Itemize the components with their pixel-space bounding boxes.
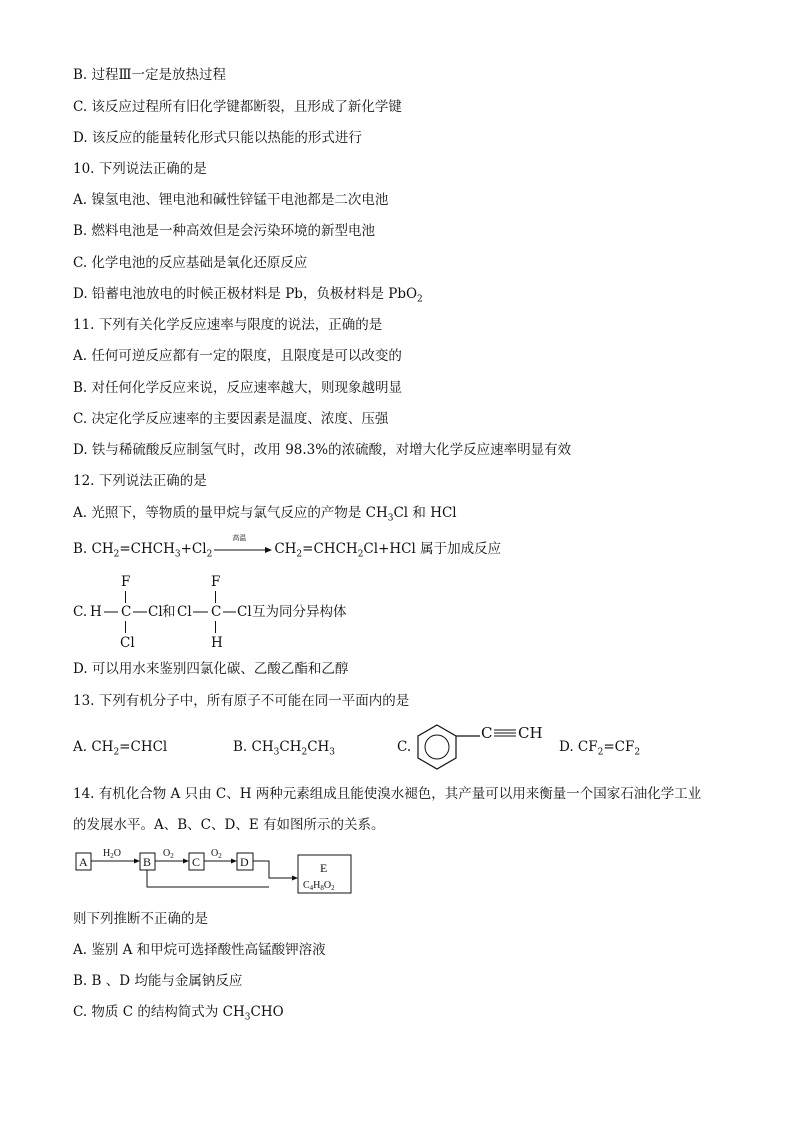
q12-option-d: D. 可以用水来鉴别四氯化碳、乙酸乙酯和乙醇 <box>73 661 349 677</box>
mol2-bottom-atom: H <box>211 635 223 651</box>
and-text: 和 <box>162 604 176 620</box>
formula-e: $C_4H_8O_2$ <box>303 880 335 892</box>
q12-option-c-label: C. <box>73 604 88 620</box>
q10-stem: 10. 下列说法正确的是 <box>73 161 207 177</box>
q13-option-a: A. $CH_2=CHCl$ <box>73 739 168 758</box>
q14-lead: 则下列推断不正确的是 <box>73 911 208 927</box>
q9-option-d: D. 该反应的能量转化形式只能以热能的形式进行 <box>73 130 362 146</box>
mol2-right-atom: Cl <box>237 604 252 620</box>
mol1-top-atom: F <box>121 574 131 590</box>
q11-stem: 11. 下列有关化学反应速率与限度的说法，正确的是 <box>73 317 383 333</box>
label-d: D <box>240 855 249 869</box>
q12-option-a: A. 光照下，等物质的量甲烷与氯气反应的产物是 $CH_3Cl$ 和 HCl <box>73 505 457 524</box>
q14-stem-line1: 14. 有机化合物 A 只由 C、H 两种元素组成且能使溴水褪色，其产量可以用来衡量一个国家石油化学工业 <box>73 786 702 802</box>
mol2-top-atom: F <box>211 574 221 590</box>
q10-option-b: B. 燃料电池是一种高效但是会污染环境的新型电池 <box>73 223 376 239</box>
q14-option-b: B. B 、D 均能与金属钠反应 <box>73 973 243 989</box>
mol1-right-atom: Cl <box>148 604 163 620</box>
alkyne-ch: CH <box>518 724 543 742</box>
alkyne-carbon: C <box>481 724 493 742</box>
q13-option-c-label: C. <box>397 739 412 755</box>
q13-stem: 13. 下列有机分子中，所有原子不可能在同一平面内的是 <box>73 693 410 709</box>
isomer-text: 互为同分异构体 <box>252 604 347 620</box>
mol1-bottom-atom: Cl <box>120 635 135 651</box>
mol1-center-atom: C <box>121 604 132 620</box>
q10-option-c: C. 化学电池的反应基础是氧化还原反应 <box>73 255 308 271</box>
reagent-h2o: $H_2O$ <box>103 848 121 860</box>
q14-stem-line2: 的发展水平。A、B、C、D、E 有如图所示的关系。 <box>73 817 385 833</box>
q14-option-c: C. 物质 C 的结构简式为 $CH_3CHO$ <box>73 1004 284 1023</box>
q11-option-c: C. 决定化学反应速率的主要因素是温度、浓度、压强 <box>73 411 389 427</box>
reagent-o2-2: $O_2$ <box>211 848 222 860</box>
q13-option-d: D. $CF_2=CF_2$ <box>559 739 641 758</box>
mol2-left-atom: Cl <box>177 604 192 620</box>
triple-bond-icon <box>493 726 517 740</box>
q14-option-a: A. 鉴别 A 和甲烷可选择酸性高锰酸钾溶液 <box>73 942 326 958</box>
q11-option-a: A. 任何可逆反应都有一定的限度，且限度是可以改变的 <box>73 348 402 364</box>
q12-stem: 12. 下列说法正确的是 <box>73 473 207 489</box>
bond-lines <box>0 0 300 660</box>
label-e: E <box>320 861 328 875</box>
reagent-o2-1: $O_2$ <box>163 848 174 860</box>
arrow-condition: 高温 <box>232 533 247 542</box>
q10-option-a: A. 镍氢电池、锂电池和碱性锌锰干电池都是二次电池 <box>73 192 389 208</box>
label-b: B <box>143 855 152 869</box>
label-a: A <box>79 855 88 869</box>
q13-option-b: B. $CH_3CH_2CH_3$ <box>233 739 336 758</box>
label-c: C <box>192 855 201 869</box>
q11-option-b: B. 对任何化学反应来说，反应速率越大，则现象越明显 <box>73 380 403 396</box>
q9-option-c: C. 该反应过程所有旧化学键都断裂，且形成了新化学键 <box>73 99 402 115</box>
q10-option-d: D. 铅蓄电池放电的时候正极材料是 Pb，负极材料是 PbO$_2$ <box>73 286 423 305</box>
mol2-center-atom: C <box>211 604 222 620</box>
benzene-ring-icon <box>410 718 493 778</box>
mol1-left-atom: H <box>90 604 102 620</box>
q12-option-b: B. $CH_2=CHCH_3+Cl_2$ 高温 $CH_2=CHCH_2Cl+HCl$ 属于加成反应 <box>73 533 502 560</box>
reaction-flow-diagram <box>72 843 362 899</box>
q9-option-b: B. 过程Ⅲ一定是放热过程 <box>73 67 227 83</box>
q11-option-d: D. 铁与稀硫酸反应制氢气时，改用 98.3%的浓硫酸，对增大化学反应速率明显有效 <box>73 442 572 458</box>
